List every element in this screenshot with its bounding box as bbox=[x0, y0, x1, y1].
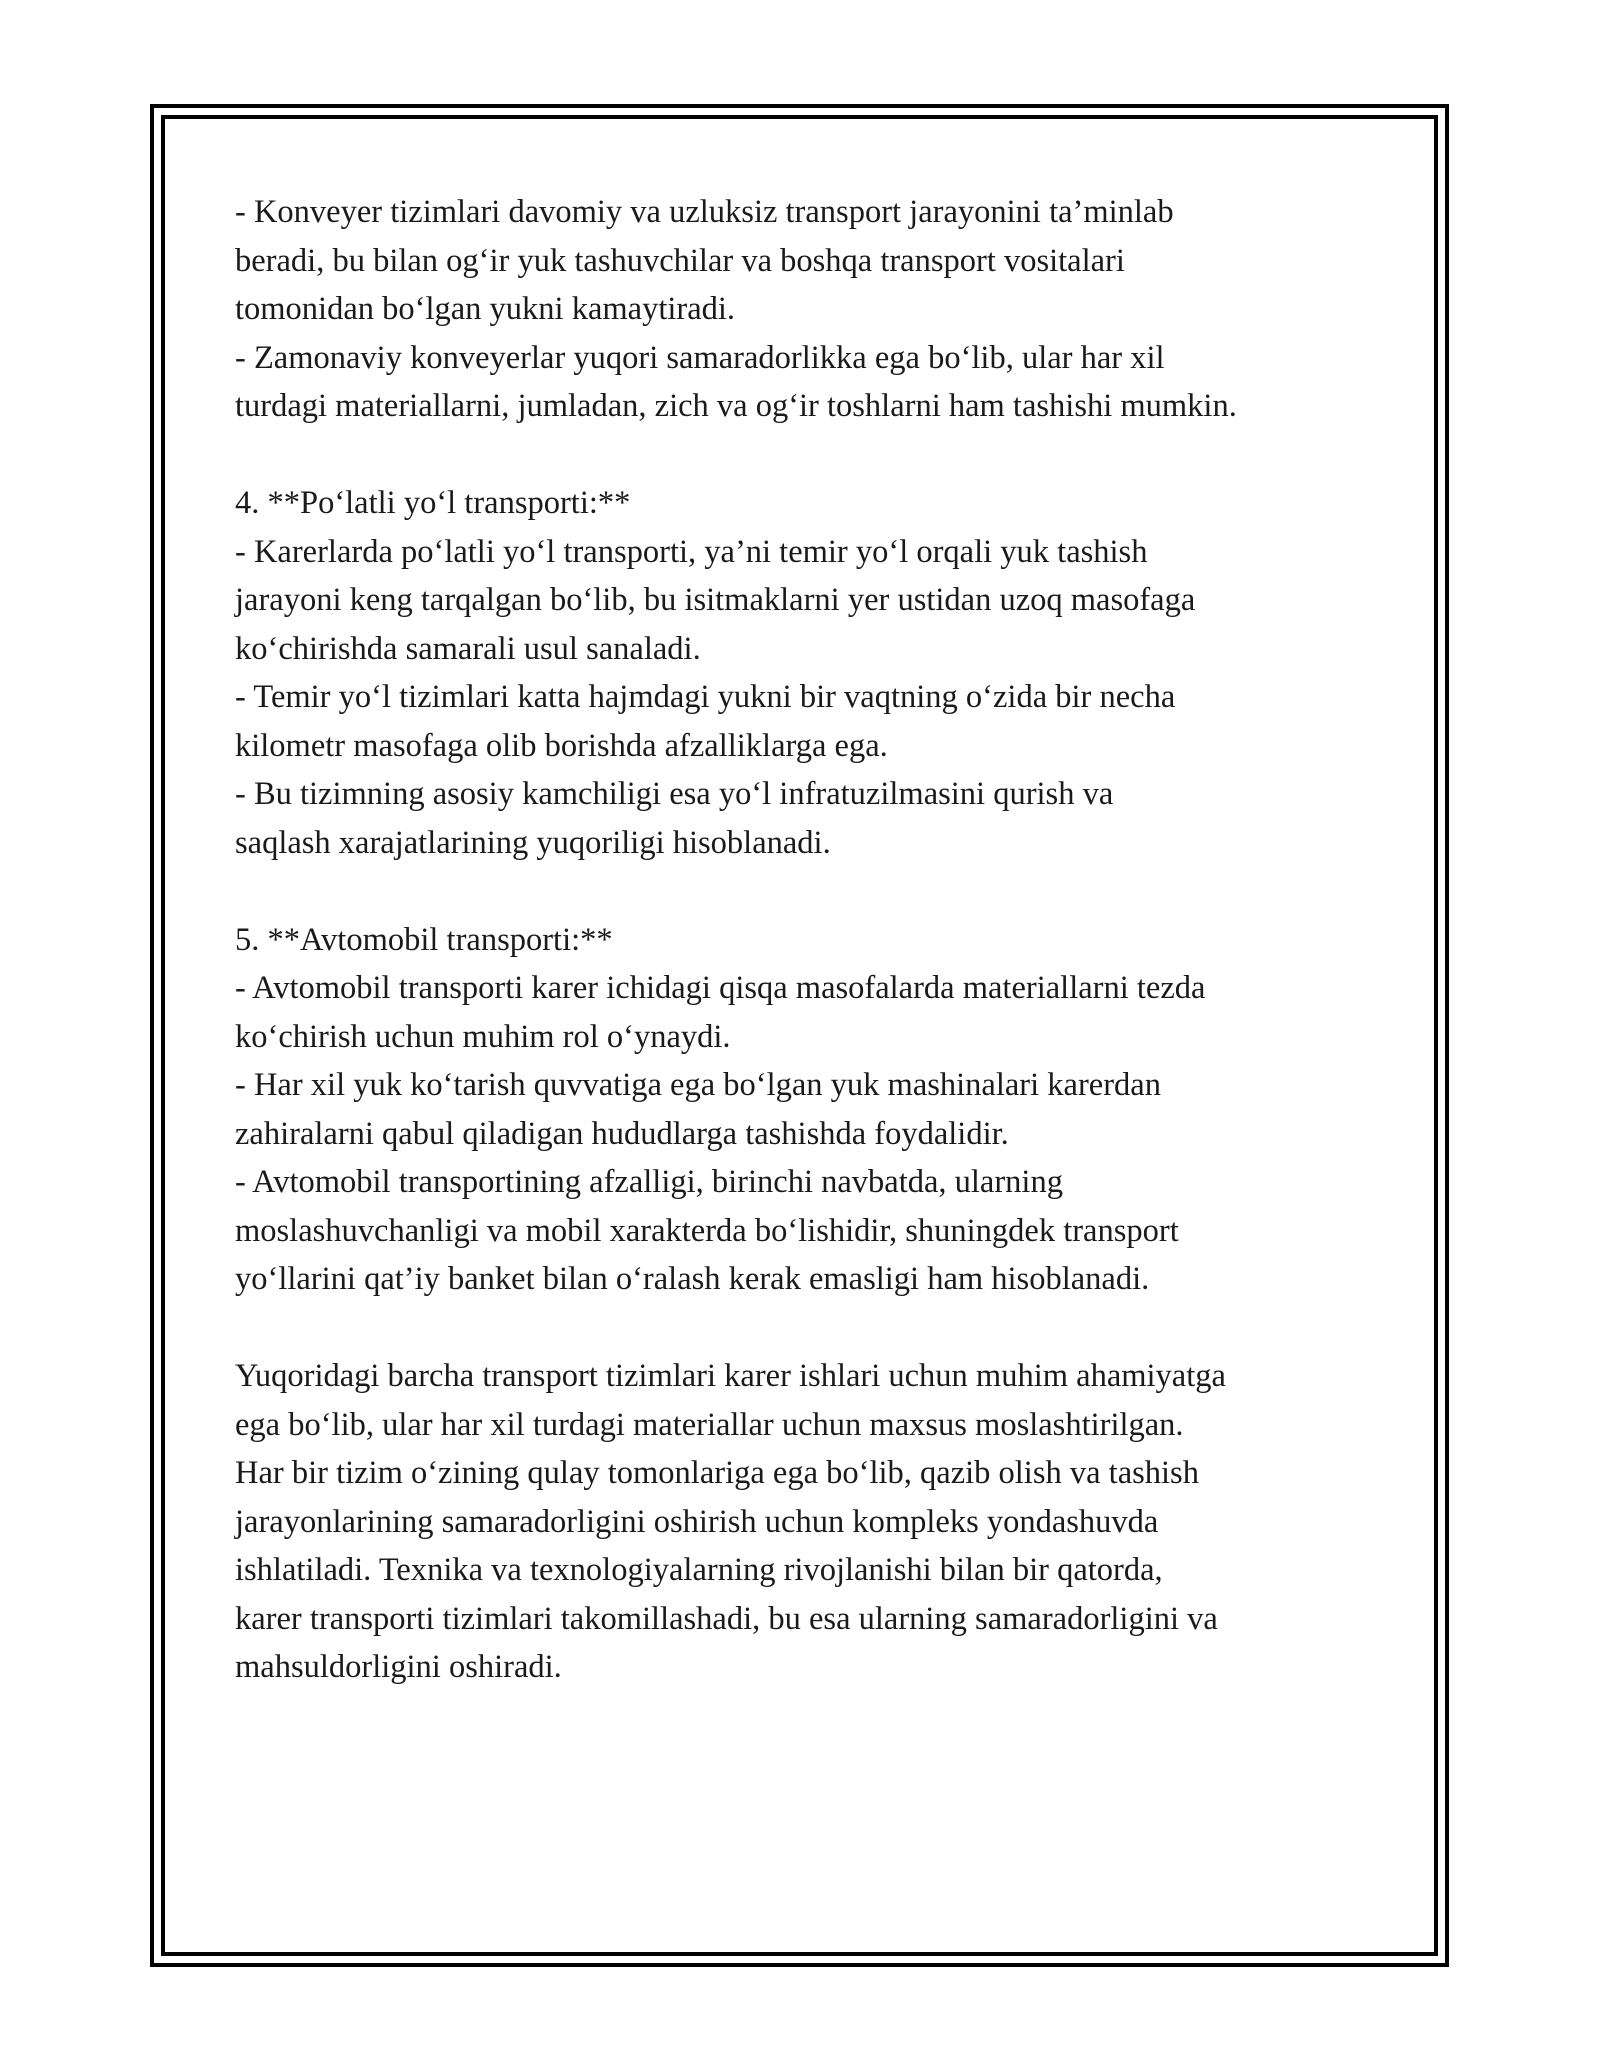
paragraph-road-transport: 5. **Avtomobil transporti:** - Avtomobil transporti karer ichidagi qisqa masofalarda materiallarni tezda koʻchirish uchun muhim rol oʻynaydi. - Har xil yuk koʻtarish quvvatiga ega boʻlgan yuk mashinalari karerdan zahiralarni qabul qiladigan hududlarga tashishda foydalidir. - Avtomobil transportining afzalligi, birinchi navbatda, ularning moslashuvchanligi va mobil xarakterda boʻlishidir, shuningdek transport yoʻllarini qat’iy banket bilan oʻralash kerak emasligi ham hisoblanadi. bbox=[235, 921, 1206, 1297]
document-body bbox=[235, 188, 1385, 1692]
paragraph-spacer bbox=[235, 431, 1385, 480]
paragraph-conclusion: Yuqoridagi barcha transport tizimlari karer ishlari uchun muhim ahamiyatga ega boʻlib, ular har xil turdagi materiallar uchun maxsus moslashtirilgan. Har bir tizim oʻzining qulay tomonlariga ega boʻlib, qazib olish va tashish jarayonlarining samaradorligini oshirish uchun kompleks yondashuvda ishlatiladi. Texnika va texnologiyalarning rivojlanishi bilan bir qatorda, karer transporti tizimlari takomillashadi, bu esa ularning samaradorligini va mahsuldorligini oshiradi. bbox=[235, 1358, 1226, 1685]
paragraph-conveyor-systems: - Konveyer tizimlari davomiy va uzluksiz transport jarayonini ta’minlab beradi, bu bilan ogʻir yuk tashuvchilar va boshqa transport vositalari tomonidan boʻlgan yukni kamaytiradi. - Zamonaviy konveyerlar yuqori samaradorlikka ega boʻlib, ular har xil turdagi materiallarni, jumladan, zich va ogʻir toshlarni ham tashishi mumkin. bbox=[235, 194, 1237, 424]
paragraph-spacer bbox=[235, 867, 1385, 916]
paragraph-rail-transport: 4. **Poʻlatli yoʻl transporti:** - Karerlarda poʻlatli yoʻl transporti, ya’ni temir yoʻl orqali yuk tashish jarayoni keng tarqalgan boʻlib, bu isitmaklarni yer ustidan uzoq masofaga koʻchirishda samarali usul sanaladi. - Temir yoʻl tizimlari katta hajmdagi yukni bir vaqtning oʻzida bir necha kilometr masofaga olib borishda afzalliklarga ega. - Bu tizimning asosiy kamchiligi esa yoʻl infratuzilmasini qurish va saqlash xarajatlarining yuqoriligi hisoblanadi. bbox=[235, 485, 1196, 861]
paragraph-spacer bbox=[235, 1304, 1385, 1353]
